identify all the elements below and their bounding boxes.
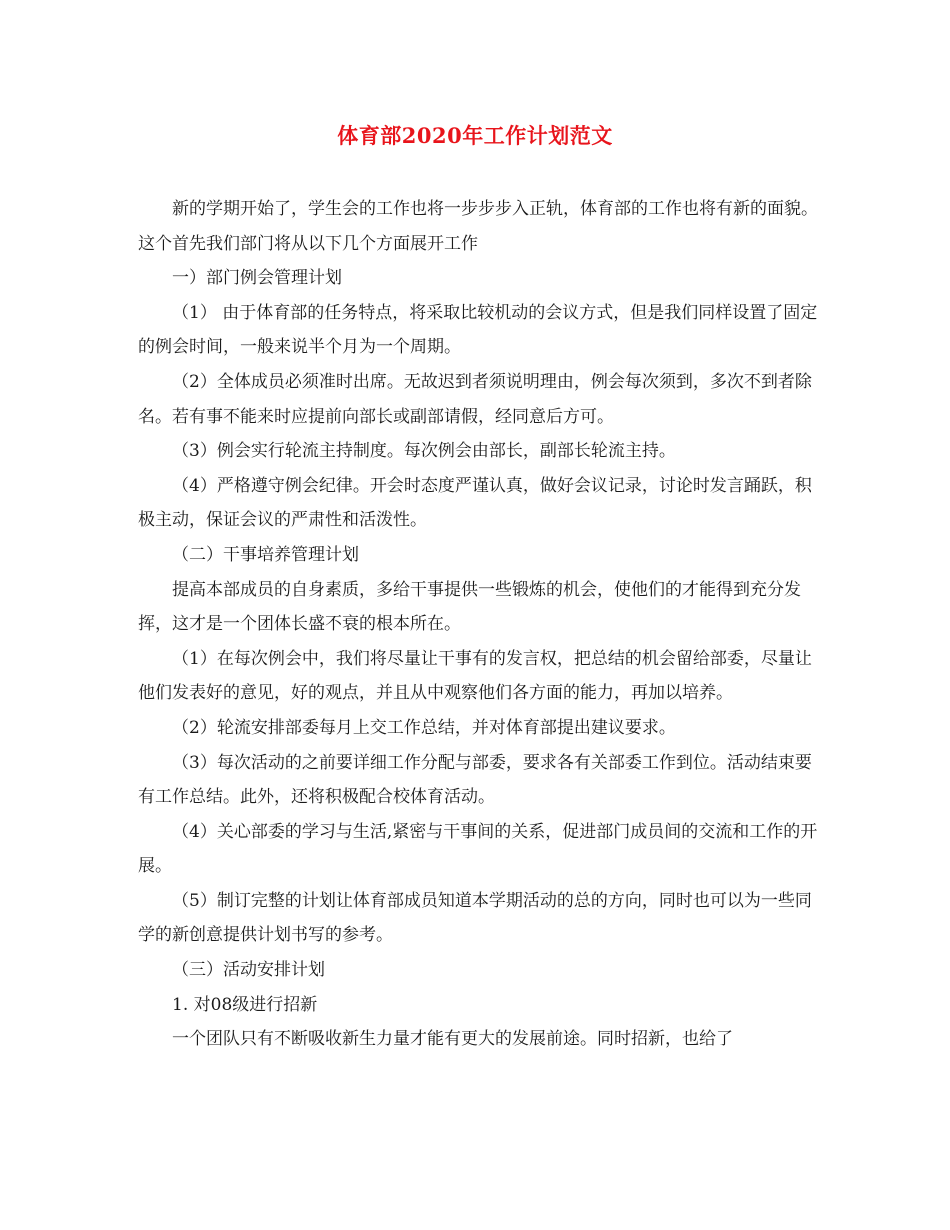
- paragraph-intro: 新的学期开始了，学生会的工作也将一步步步入正轨，体育部的工作也将有新的面貌。这个首先我们部门将从以下几个方面展开工作: [138, 199, 818, 254]
- paragraph-staff-1: （1）在每次例会中，我们将尽量让干事有的发言权，把总结的机会留给部委，尽量让他们发表好的意见，好的观点，并且从中观察他们各方面的能力，再加以培养。: [138, 648, 812, 704]
- heading-meeting-plan: 一）部门例会管理计划: [172, 268, 342, 289]
- paragraph-staff-2: （2）轮流安排部委每月上交工作总结，并对体育部提出建议要求。: [172, 717, 676, 738]
- paragraph-staff-intro: 提高本部成员的自身素质，多给干事提供一些锻炼的机会，使他们的才能得到充分发挥，这才是一个团体长盛不衰的根本所在。: [138, 579, 801, 635]
- paragraph-activity-1-title: 1. 对08级进行招新: [172, 994, 318, 1015]
- document-body: [138, 192, 818, 1057]
- paragraph-meeting-1: （1） 由于体育部的任务特点，将采取比较机动的会议方式，但是我们同样设置了固定的例会时间，一般来说半个月为一个周期。: [138, 302, 818, 358]
- paragraph-staff-3: （3）每次活动的之前要详细工作分配与部委，要求各有关部委工作到位。活动结束要有工作总结。此外，还将积极配合校体育活动。: [138, 752, 812, 808]
- paragraph-staff-4: （4）关心部委的学习与生活,紧密与干事间的关系，促进部门成员间的交流和工作的开展。: [138, 821, 818, 877]
- paragraph-meeting-2: （2）全体成员必须准时出席。无故迟到者须说明理由，例会每次须到，多次不到者除名。若有事不能来时应提前向部长或副部请假，经同意后方可。: [138, 371, 812, 427]
- paragraph-meeting-3: （3）例会实行轮流主持制度。每次例会由部长，副部长轮流主持。: [172, 441, 676, 462]
- paragraph-activity-1-body: 一个团队只有不断吸收新生力量才能有更大的发展前途。同时招新，也给了: [172, 1029, 733, 1050]
- heading-activity-plan: （三）活动安排计划: [172, 960, 325, 981]
- paragraph-meeting-4: （4）严格遵守例会纪律。开会时态度严谨认真，做好会议记录，讨论时发言踊跃，积极主动，保证会议的严肃性和活泼性。: [138, 475, 812, 531]
- paragraph-staff-5: （5）制订完整的计划让体育部成员知道本学期活动的总的方向，同时也可以为一些同学的新创意提供计划书写的参考。: [138, 890, 812, 946]
- heading-staff-training: （二）干事培养管理计划: [172, 544, 359, 565]
- document-title: 体育部2020年工作计划范文: [337, 123, 613, 148]
